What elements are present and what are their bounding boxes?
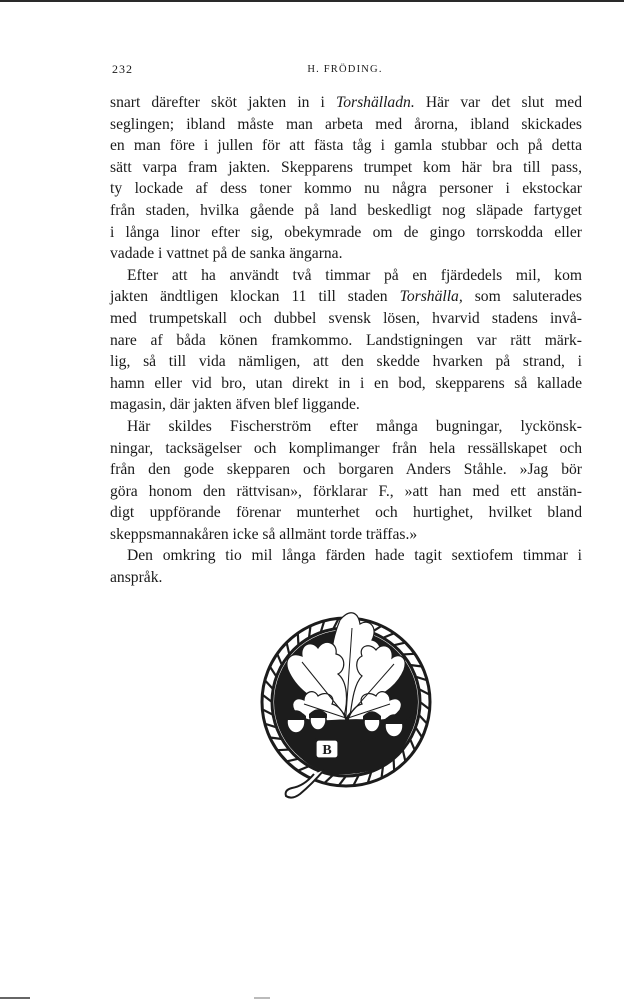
braid-stroke	[265, 680, 273, 689]
braid-stroke	[339, 776, 346, 786]
braid-stroke	[324, 775, 333, 783]
braid-stroke	[262, 695, 272, 702]
text-line	[110, 567, 582, 589]
text-run: digt uppförande förenar munterhet och hurtighet, hvilket bland	[110, 504, 582, 522]
top-scan-edge	[0, 0, 624, 2]
braid-stroke	[270, 737, 282, 739]
text-line	[110, 92, 582, 114]
acorn-mid-left-icon	[309, 710, 327, 731]
text-run: Här skildes Fischerström efter många bugningar, lyckönsk-	[127, 417, 582, 435]
paragraph	[110, 92, 582, 265]
braid-stroke	[287, 643, 290, 655]
text-run: lig, så till vida nämligen, att den skedde hvarken på strand, i	[110, 353, 582, 371]
text-run: från staden, hvilka gående på land beskedligt nog släpade fartyget	[110, 201, 582, 219]
text-run: hamn eller vid bro, utan direkt in i en bod, skepparens så kallade	[110, 374, 582, 392]
braid-stroke	[420, 702, 430, 709]
text-line	[110, 308, 582, 330]
text-line	[110, 351, 582, 373]
braid-stroke	[416, 727, 423, 737]
braid-stroke	[298, 633, 299, 645]
paragraph	[110, 416, 582, 546]
running-head	[110, 62, 580, 80]
braid-stroke	[403, 654, 415, 655]
text-run: göra honom den rättvisan», förklarar F., »att han med ett anstän-	[110, 482, 582, 500]
text-run: nare af båda könen framkommo. Landstigningen var rätt märk-	[110, 331, 582, 349]
scan-edge-marks	[0, 990, 624, 1000]
text-run: seglingen; ibland måste man arbeta med årorna, ibland skickades	[110, 115, 582, 133]
text-run: Här var det slut med	[414, 94, 582, 111]
paragraph	[110, 545, 582, 588]
braid-stroke	[383, 633, 394, 638]
italic-place-name: Torshälla,	[399, 288, 463, 306]
acorn-mid-right-icon	[363, 712, 381, 733]
paragraph	[110, 265, 582, 416]
text-line	[110, 178, 582, 200]
text-run: i långa linor efter sig, obekymrade om de gingo torrskodda eller	[110, 223, 582, 241]
text-line	[110, 200, 582, 222]
text-run: magasin, där jakten äfven blef liggande.	[110, 396, 360, 414]
braid-stroke	[287, 759, 299, 762]
text-line	[110, 373, 582, 395]
text-run: sätt varpa fram jakten. Skepparens trumpet kom här bra till pass,	[110, 158, 582, 176]
text-line	[110, 243, 582, 265]
text-run: anspråk.	[110, 569, 163, 587]
monogram: B	[322, 743, 332, 758]
oak-wreath-vignette-icon	[254, 598, 444, 804]
text-run: jakten ändtligen klockan 11 till staden	[110, 288, 400, 306]
braid-stroke	[298, 766, 309, 771]
text-run: med trumpetskall och dubbel svensk lösen, hvarvid stadens invå-	[110, 309, 582, 327]
text-line	[110, 524, 582, 546]
text-run: en man före i jullen för att fästa tåg i gamla stubbar och på detta	[110, 137, 582, 155]
braid-stroke	[410, 739, 415, 750]
text-line	[110, 438, 582, 460]
text-run: Den omkring tio mil långa färden hade tagit sextiofem timmar i	[127, 547, 582, 565]
braid-stroke	[270, 667, 277, 677]
page-number: 232	[112, 62, 133, 76]
text-run: snart därefter sköt jakten in i	[110, 94, 336, 111]
braid-stroke	[277, 750, 289, 751]
text-run: från den gode skepparen och borgaren Anders Ståhle. »Jag bör	[110, 461, 582, 479]
running-title: H. FRÖDING.	[307, 64, 383, 75]
text-run: vadade i vattnet på de sanka ängarna.	[110, 245, 343, 263]
text-line	[110, 502, 582, 524]
acorn-right-icon	[384, 715, 404, 737]
text-line	[110, 545, 582, 567]
italic-place-name: Torshälladn.	[336, 94, 415, 111]
braid-stroke	[381, 766, 383, 778]
text-line	[110, 481, 582, 503]
text-run: ningar, tacksägelser och komplimanger från hela ressällskapet och	[110, 439, 582, 457]
text-run: Efter att ha användt två timmar på en fjärdedels mil, kom	[127, 266, 582, 284]
braid-stroke	[309, 626, 311, 638]
braid-stroke	[277, 654, 282, 665]
text-run: som saluterades	[462, 288, 582, 306]
text-run: ty lockade af dess toner kommo nu några personer i ekstockar	[110, 180, 582, 198]
body-text	[110, 92, 582, 589]
text-line	[110, 330, 582, 352]
acorn-left-icon	[286, 711, 306, 733]
text-line	[110, 157, 582, 179]
text-line	[110, 114, 582, 136]
text-line	[110, 265, 582, 287]
braid-stroke	[394, 643, 406, 646]
text-line	[110, 286, 582, 308]
text-line	[110, 416, 582, 438]
braid-stroke	[419, 715, 427, 724]
text-line	[110, 394, 582, 416]
text-line	[110, 459, 582, 481]
text-line	[110, 222, 582, 244]
braid-stroke	[394, 759, 395, 771]
text-line	[110, 135, 582, 157]
braid-stroke	[410, 665, 422, 667]
text-run: skeppsmannakåren icke så allmänt torde träffas.»	[110, 525, 418, 543]
braid-stroke	[403, 750, 406, 762]
